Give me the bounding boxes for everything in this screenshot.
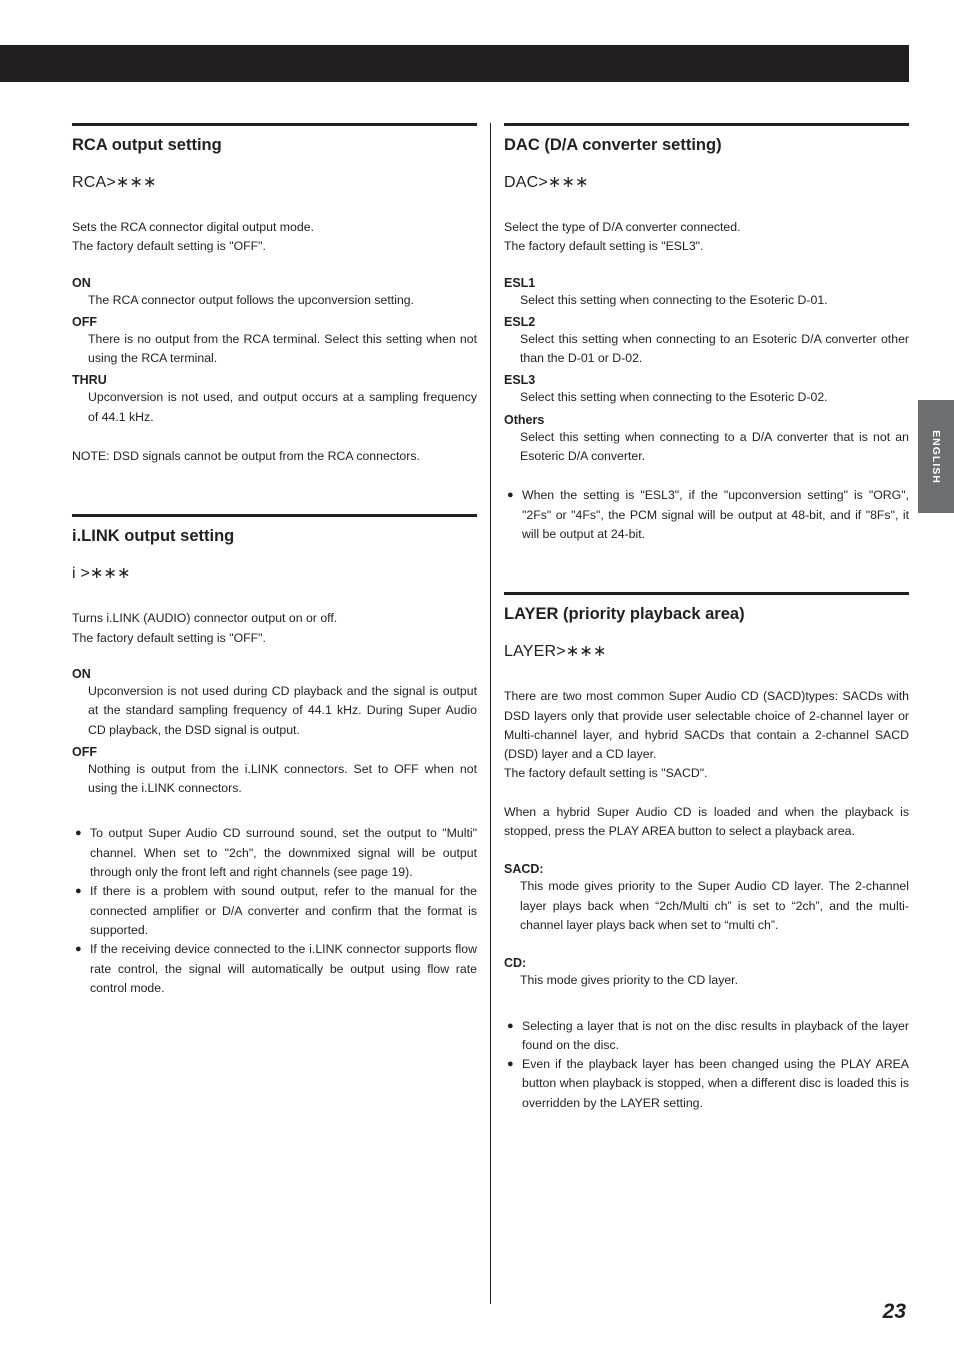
option-item (504, 955, 909, 990)
option-text: This mode gives priority to the CD layer. (520, 973, 739, 988)
desc-line: The factory default setting is "OFF". (72, 239, 266, 254)
bullet-text: If the receiving device connected to the i.LINK connector supports flow rate control, the signal will automatically be output using flow rate control mode. (90, 942, 477, 995)
option-label: THRU (72, 373, 107, 388)
option-item (504, 372, 909, 407)
left-column (72, 123, 477, 998)
section-title-rca: RCA output setting (72, 136, 222, 154)
bullet-icon: ● (75, 943, 82, 956)
column-divider (490, 123, 491, 1304)
option-label: ESL1 (504, 275, 536, 290)
desc-line: Select the type of D/A converter connected. (504, 220, 741, 234)
layer-default-note: The factory default setting is "SACD". (504, 766, 708, 781)
section-title-layer: LAYER (priority playback area) (504, 605, 745, 624)
option-text: Upconversion is not used during CD playback and the signal is output at the standard sampling frequency of 44.1 kHz. During Super Audio CD playback, the DSD signal is output. (88, 683, 477, 737)
dac-bullets (504, 486, 909, 561)
desc-line: Turns i.LINK (AUDIO) connector output on or off. (72, 611, 338, 626)
dac-section (504, 123, 909, 561)
rca-section (72, 123, 477, 483)
page-number: 23 (882, 1300, 906, 1323)
list-item (72, 824, 477, 882)
option-item (72, 666, 477, 740)
desc-line: The factory default setting is "ESL3". (504, 239, 704, 254)
bullet-text: When the setting is "ESL3", if the "upconversion setting" is "ORG", "2Fs" or "4Fs", the PCM signal will be output at 48-bit, and if "8Fs", it will be output at 24-bit. (522, 488, 909, 541)
list-item (504, 486, 909, 544)
layer-description (504, 687, 909, 841)
option-text: This mode gives priority to the Super Audio CD layer. The 2-channel layer plays back when “2ch/Multi ch” is set to “2ch”, and the multi-channel layer plays back when set to “multi ch”. (520, 879, 909, 932)
language-tab (918, 400, 954, 513)
option-text: There is no output from the RCA terminal. Select this setting when not using the RCA terminal. (88, 331, 477, 366)
ilink-bullets (72, 824, 477, 998)
option-label: SACD: (504, 862, 544, 877)
option-item (72, 314, 477, 369)
bullet-text: Selecting a layer that is not on the disc results in playback of the layer found on the disc. (522, 1018, 909, 1052)
desc-line: Sets the RCA connector digital output mode. (72, 220, 314, 234)
option-text: Select this setting when connecting to the Esoteric D-01. (520, 292, 828, 307)
ilink-description (72, 609, 477, 648)
ilink-options (72, 666, 477, 798)
option-label: OFF (72, 744, 97, 759)
bullet-icon: ● (507, 1058, 514, 1071)
option-label: ON (72, 275, 91, 290)
option-item (72, 275, 477, 310)
option-text: Select this setting when connecting to a D/A converter that is not an Esoteric D/A converter. (520, 429, 909, 464)
rca-note: NOTE: DSD signals cannot be output from the RCA connectors. (72, 449, 420, 464)
option-label: Others (504, 412, 545, 427)
list-item (72, 882, 477, 940)
bullet-icon: ● (75, 827, 82, 840)
layer-bullets (504, 1017, 909, 1113)
bullet-text: To output Super Audio CD surround sound, set the output to "Multi" channel. When set to "2ch", the downmixed signal will be output through only the front left and right channels (see page 19). (90, 826, 477, 880)
option-item (72, 372, 477, 427)
option-text: Select this setting when connecting to the Esoteric D-02. (520, 390, 828, 405)
right-column (504, 123, 909, 1113)
option-label: ESL2 (504, 314, 536, 329)
list-item (504, 1055, 909, 1113)
header-bar (0, 45, 909, 82)
rca-description (72, 218, 477, 257)
bullet-text: Even if the playback layer has been changed using the PLAY AREA button when playback is stopped, when a different disc is loaded this is overridden by the LAYER setting. (522, 1057, 909, 1110)
bullet-text: If there is a problem with sound output, refer to the manual for the connected amplifier or D/A converter and confirm that the format is supported. (90, 884, 477, 937)
option-label: OFF (72, 314, 97, 329)
section-title-ilink: i.LINK output setting (72, 527, 235, 546)
option-text: Upconversion is not used, and output occurs at a sampling frequency of 44.1 kHz. (88, 390, 477, 424)
bullet-icon: ● (507, 1019, 514, 1032)
dac-description (504, 218, 909, 257)
rca-options (72, 275, 477, 427)
option-text: Select this setting when connecting to an Esoteric D/A converter other than the D-01 or D-02. (520, 331, 909, 366)
option-label: ON (72, 666, 91, 681)
bullet-icon: ● (507, 489, 514, 502)
desc-line: The factory default setting is "OFF". (72, 630, 266, 645)
dac-options (504, 275, 909, 467)
layer-display-text: LAYER>∗∗∗ (504, 643, 607, 661)
option-item (504, 412, 909, 467)
ilink-section (72, 514, 477, 998)
option-item (72, 744, 477, 799)
language-tab-label: ENGLISH (930, 429, 942, 484)
list-item (504, 1017, 909, 1056)
option-item (504, 314, 909, 369)
option-text: The RCA connector output follows the upconversion setting. (88, 292, 415, 307)
ilink-display-text: i >∗∗∗ (72, 565, 131, 583)
dac-display-text: DAC>∗∗∗ (504, 174, 589, 191)
layer-section (504, 592, 909, 1113)
layer-paragraph: There are two most common Super Audio CD (SACD)types: SACDs with DSD layers only that provide user selectable choice of 2-channel layer or Multi-channel layer, and hybrid SACDs that contain a 2-channel SACD (DSD) layer and a CD layer. (504, 689, 909, 762)
option-item (504, 275, 909, 310)
list-item (72, 940, 477, 998)
section-title-dac: DAC (D/A converter setting) (504, 136, 722, 154)
option-item (504, 861, 909, 935)
option-text: Nothing is output from the i.LINK connectors. Set to OFF when not using the i.LINK connectors. (88, 761, 477, 796)
bullet-icon: ● (75, 885, 82, 898)
rca-display-text: RCA>∗∗∗ (72, 174, 157, 191)
layer-options (504, 861, 909, 990)
layer-paragraph: When a hybrid Super Audio CD is loaded and when the playback is stopped, press the PLAY AREA button to select a playback area. (504, 804, 909, 839)
option-label: CD: (504, 956, 527, 971)
option-label: ESL3 (504, 373, 536, 388)
